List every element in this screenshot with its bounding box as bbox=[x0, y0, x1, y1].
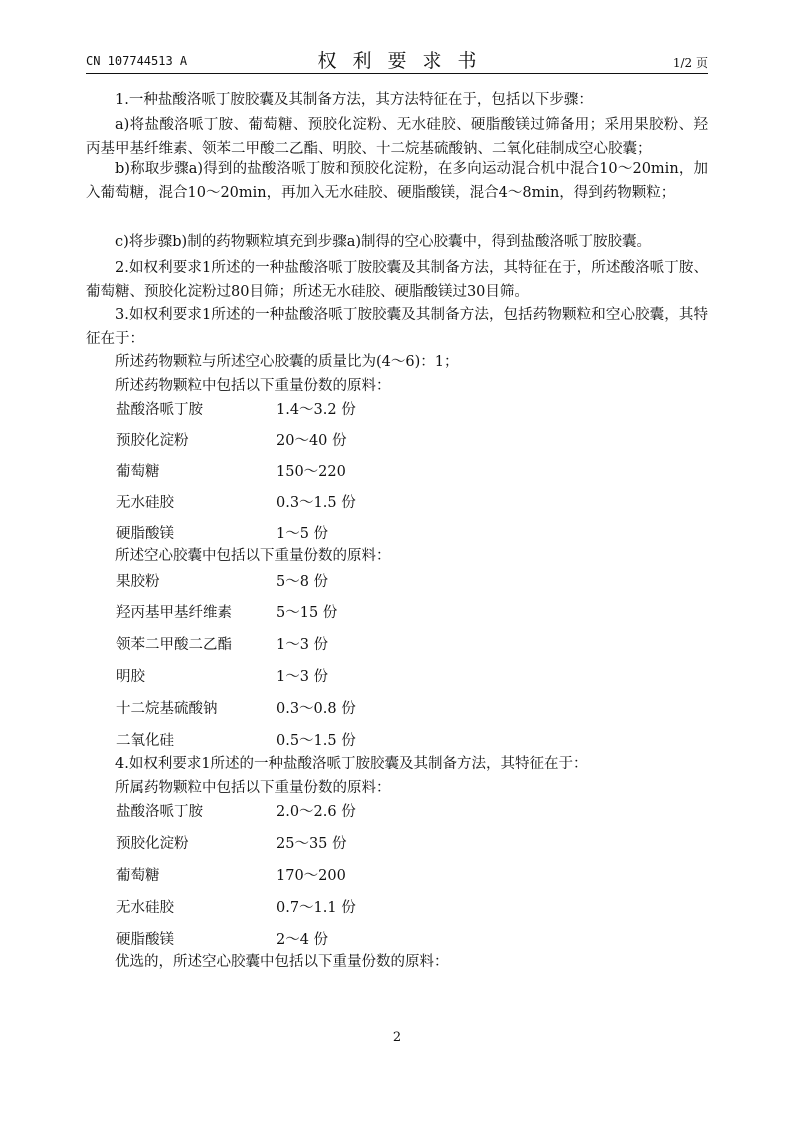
ingredient-name: 明胶 bbox=[116, 669, 145, 685]
claim-4-intro: 4.如权利要求1所述的一种盐酸洛哌丁胺胶囊及其制备方法，其特征在于： bbox=[115, 756, 588, 772]
ingredient-amount: 150～220 bbox=[276, 464, 346, 480]
list-item bbox=[116, 800, 356, 824]
ingredient-amount: 1.4～3.2 份 bbox=[276, 402, 356, 418]
ingredient-amount: 2.0～2.6 份 bbox=[276, 804, 356, 820]
list-item bbox=[116, 522, 328, 546]
ingredient-amount: 2～4 份 bbox=[276, 932, 329, 948]
claim-1-step-a: a)将盐酸洛哌丁胺、葡萄糖、预胶化淀粉、无水硅胶、硬脂酸镁过筛备用；采用果胶粉、羟丙基甲基纤维素、领苯二甲酸二乙酯、明胶、十二烷基硫酸钠、二氧化硅制成空心胶囊； bbox=[86, 117, 708, 157]
list-item bbox=[116, 665, 328, 689]
list-item bbox=[116, 832, 347, 856]
list-item bbox=[116, 729, 356, 753]
ingredient-amount: 170～200 bbox=[276, 868, 346, 884]
ingredient-name: 硬脂酸镁 bbox=[116, 932, 174, 948]
claim-1-step-b: b)称取步骤a)得到的盐酸洛哌丁胺和预胶化淀粉，在多向运动混合机中混合10～20min，加入葡萄糖，混合10～20min，再加入无水硅胶、硬脂酸镁，混合4～8min，得到药物颗粒； bbox=[86, 161, 708, 201]
page-indicator: 1/2 页 bbox=[672, 56, 708, 70]
ingredient-amount: 0.3～1.5 份 bbox=[276, 495, 356, 511]
ingredient-amount: 25～35 份 bbox=[276, 836, 347, 852]
ingredient-name: 硬脂酸镁 bbox=[116, 526, 174, 542]
claim-2: 2.如权利要求1所述的一种盐酸洛哌丁胺胶囊及其制备方法，其特征在于，所述酸洛哌丁胺、葡萄糖、预胶化淀粉过80目筛；所述无水硅胶、硬脂酸镁过30目筛。 bbox=[86, 260, 708, 300]
page-number: 2 bbox=[392, 1030, 402, 1045]
list-item bbox=[116, 460, 346, 484]
page-title: 权利要求书 bbox=[317, 50, 493, 72]
claim-1-step-c: c)将步骤b)制的药物颗粒填充到步骤a)制得的空心胶囊中，得到盐酸洛哌丁胺胶囊。 bbox=[115, 234, 652, 250]
claim-3-granule-intro: 所述药物颗粒中包括以下重量份数的原料： bbox=[115, 378, 391, 394]
ingredient-amount: 5～8 份 bbox=[276, 574, 329, 590]
list-item bbox=[116, 896, 356, 920]
ingredient-name: 无水硅胶 bbox=[116, 495, 174, 511]
ingredient-amount: 1～3 份 bbox=[276, 637, 329, 653]
claim-3-capsule-intro: 所述空心胶囊中包括以下重量份数的原料： bbox=[115, 548, 391, 564]
ingredient-name: 二氧化硅 bbox=[116, 733, 174, 749]
ingredient-name: 羟丙基甲基纤维素 bbox=[116, 605, 232, 621]
ingredient-amount: 20～40 份 bbox=[276, 433, 347, 449]
ingredient-name: 预胶化淀粉 bbox=[116, 433, 189, 449]
ingredient-name: 无水硅胶 bbox=[116, 900, 174, 916]
claim-4-preferred: 优选的，所述空心胶囊中包括以下重量份数的原料： bbox=[115, 954, 449, 970]
ingredient-amount: 0.3～0.8 份 bbox=[276, 701, 356, 717]
ingredient-name: 盐酸洛哌丁胺 bbox=[116, 402, 203, 418]
list-item bbox=[116, 491, 356, 515]
ingredient-name: 葡萄糖 bbox=[116, 464, 160, 480]
ingredient-amount: 0.7～1.1 份 bbox=[276, 900, 356, 916]
ingredient-name: 预胶化淀粉 bbox=[116, 836, 189, 852]
claim-3-ratio: 所述药物颗粒与所述空心胶囊的质量比为(4～6)：1； bbox=[115, 354, 459, 370]
ingredient-amount: 5～15 份 bbox=[276, 605, 338, 621]
header-rule bbox=[86, 73, 708, 74]
ingredient-name: 领苯二甲酸二乙酯 bbox=[116, 637, 232, 653]
list-item bbox=[116, 429, 347, 453]
list-item bbox=[116, 864, 346, 888]
ingredient-name: 盐酸洛哌丁胺 bbox=[116, 804, 203, 820]
ingredient-amount: 0.5～1.5 份 bbox=[276, 733, 356, 749]
claim-1-intro: 1.一种盐酸洛哌丁胺胶囊及其制备方法，其方法特征在于，包括以下步骤： bbox=[115, 92, 593, 108]
claim-4-granule-intro: 所属药物颗粒中包括以下重量份数的原料： bbox=[115, 780, 391, 796]
ingredient-amount: 1～3 份 bbox=[276, 669, 329, 685]
claim-3-intro: 3.如权利要求1所述的一种盐酸洛哌丁胺胶囊及其制备方法，包括药物颗粒和空心胶囊，其特征在于： bbox=[86, 307, 708, 347]
ingredient-name: 十二烷基硫酸钠 bbox=[116, 701, 218, 717]
ingredient-amount: 1～5 份 bbox=[276, 526, 329, 542]
ingredient-name: 果胶粉 bbox=[116, 574, 160, 590]
list-item bbox=[116, 697, 356, 721]
page-header bbox=[86, 46, 708, 72]
document-number: CN 107744513 A bbox=[86, 54, 188, 68]
ingredient-name: 葡萄糖 bbox=[116, 868, 160, 884]
list-item bbox=[116, 928, 328, 952]
list-item bbox=[116, 601, 337, 625]
list-item bbox=[116, 398, 356, 422]
list-item bbox=[116, 570, 328, 594]
list-item bbox=[116, 633, 328, 657]
